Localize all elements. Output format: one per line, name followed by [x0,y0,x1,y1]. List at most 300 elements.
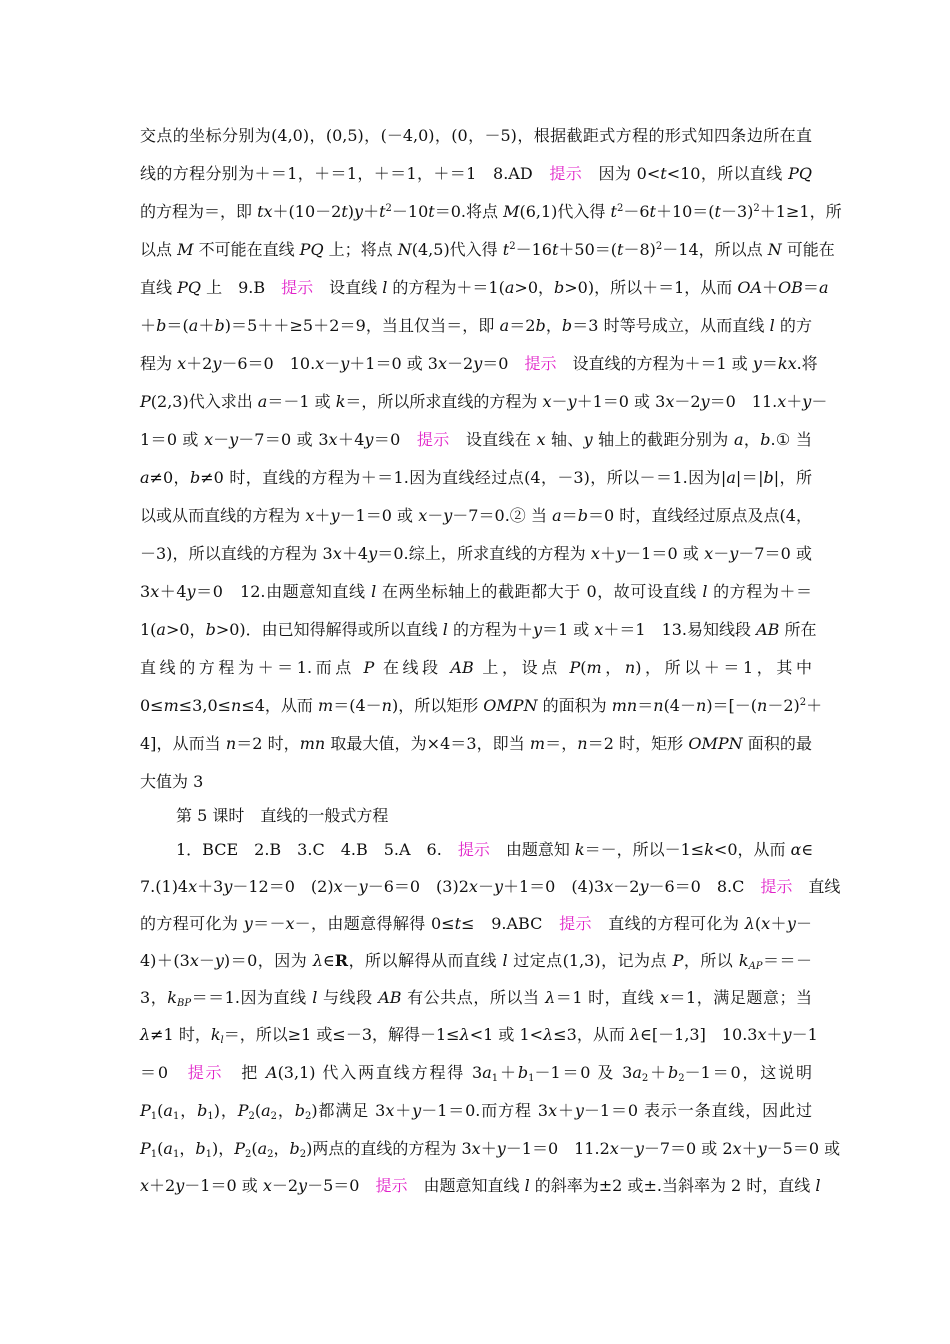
text-run: ＝， [545,734,578,753]
text-run: y [634,1139,644,1158]
text-run: －16 [515,240,552,259]
text-run: (3,1) 代入两直线方程得 3 [277,1063,483,1082]
hint-label: 提示 [524,354,557,373]
text-line [140,316,812,336]
text-run: y [175,1176,185,1195]
text-run: x [262,1176,272,1195]
text-run: y [757,1139,767,1158]
text-run: ≤ 9.ABC [461,914,560,933]
text-line [176,840,812,860]
text-run: －5＝0 [307,1176,376,1195]
text-run: OB [778,278,803,297]
text-run: x [189,951,199,970]
hint-label: 提示 [549,164,583,183]
text-run: －1 [791,1025,818,1044]
text-run: ， [743,430,761,449]
text-run: n [577,734,588,753]
text-line [140,772,812,792]
text-run: 在两坐标轴上的截距都大于 0，故可设直线 [376,582,703,601]
text-run: y [243,914,253,933]
text-run: ＝－，所以－1≤ [584,840,705,859]
text-run: x [548,1101,558,1120]
text-run: kx [777,354,797,373]
text-run: y [493,877,503,896]
text-run: x [328,430,338,449]
text-run: y [616,544,626,563]
hint-label: 提示 [457,840,490,859]
text-run: －1＝0 及 3 [534,1063,633,1082]
text-run: b [214,316,225,335]
text-run: P [237,1101,249,1120]
text-run: y [802,392,812,411]
text-run: >0， [514,278,554,297]
text-run: x [757,1025,767,1044]
text-run: － [213,430,230,449]
text-run: ＝－ [252,914,286,933]
text-run: ＋ [498,1063,518,1082]
text-run: 不可能在直线 [193,240,300,259]
text-run: y [214,951,224,970]
text-run: 程为 [140,354,178,373]
text-run: ＝1 或 [542,620,595,639]
text-run: b [197,1101,208,1120]
text-run: λ [744,914,755,933]
text-run: ) [347,202,355,221]
text-run: ＋3 [197,877,224,896]
text-run: R [334,951,349,970]
text-line [140,354,818,374]
text-run: b [760,430,771,449]
text-run: a [552,506,562,525]
text-run: x [177,354,187,373]
text-line [140,278,829,298]
text-run: A [266,1063,278,1082]
text-run: y [443,506,453,525]
text-line [140,240,835,260]
text-run: ＝0 [482,354,525,373]
subscript: 1 [491,1073,499,1084]
text-run: 设直线 [313,278,383,297]
text-run: ∈ [801,840,814,859]
text-run: t [502,240,510,259]
text-run: .将 [796,354,818,373]
text-run: 1＝0 或 [140,430,205,449]
text-run: ＝ [761,354,778,373]
text-run: P [672,951,684,970]
text-run: ＋ [394,1101,413,1120]
text-run: ＋4 [341,544,369,563]
text-run: 上 9.B [200,278,282,297]
superscript: 2 [616,203,624,214]
text-run: －5＝0 或 [766,1139,841,1158]
text-run: ＝0 11. [709,392,778,411]
text-run: n [653,696,664,715]
text-run: y [786,914,796,933]
text-run: l [371,582,377,601]
subscript: BP [176,998,192,1009]
text-run: >0)．由已知得解得或所以直线 [215,620,443,639]
text-run: (4－ [663,696,696,715]
text-run: |＝| [735,468,764,487]
text-run: OA [737,278,763,297]
text-run: ( [580,658,587,677]
subscript: 1 [150,1149,158,1160]
text-run: ， [273,1139,290,1158]
text-run: ＋1＝0 或 3 [576,392,666,411]
text-run: b [294,1101,306,1120]
text-run: ＋ [557,1101,575,1120]
text-run: 与线段 [317,988,379,1007]
text-run: －3) [720,202,754,221]
text-run: AB [450,658,474,677]
subscript: 2 [270,1111,278,1122]
text-run: ＝ [637,696,654,715]
text-run: l [442,620,448,639]
text-run: x [777,392,787,411]
text-run: P [140,392,151,411]
text-run: a [499,316,510,335]
text-run: N [397,240,412,259]
text-run: ≠0 时，直线的方程为＋＝1.因为直线经过点(4，－3)，所以－＝1.因为| [200,468,727,487]
text-run: ＝0.综上，所求直线的方程为 [377,544,591,563]
hint-label: 提示 [416,430,450,449]
text-run: ＋10＝( [655,202,715,221]
text-line [140,951,812,971]
text-run: x [659,988,669,1007]
text-run: ， [179,1101,198,1120]
text-run: ＋4 [159,582,187,601]
text-run: －6＝0 10. [221,354,316,373]
text-line [140,988,812,1008]
text-run: 以或从而直线的方程为 [140,506,306,525]
text-run: l [502,951,508,970]
text-run: ∈[－1,3] 10.3 [640,1025,758,1044]
text-run: x [471,1139,481,1158]
text-run: ＝＝－ [762,951,812,970]
text-run: ＝，所以所求直线的方程为 [345,392,543,411]
text-run: －1＝0.而方程 3 [421,1101,549,1120]
text-run: 取最大值，为×4＝3，即当 [325,734,530,753]
text-run: <1 或 1< [469,1025,544,1044]
text-run: x [188,877,198,896]
text-run: 轴上的截距分别为 [592,430,735,449]
text-run: 以点 [140,240,178,259]
text-run: y [368,544,378,563]
text-line [140,1025,818,1046]
text-run: n [225,734,237,753]
text-run: ， [545,316,562,335]
text-run: a [482,1063,492,1082]
text-run: ＝( [166,316,189,335]
text-run: b [667,1063,679,1082]
text-run: ≠0， [149,468,190,487]
text-run: x [542,392,552,411]
text-run: tx [257,202,273,221]
text-run: n [231,696,242,715]
text-run: －7＝0 或 [738,544,812,563]
text-run: － [551,392,568,411]
text-run: n [381,696,392,715]
text-line [140,506,812,526]
text-line [140,914,812,934]
text-run: )＝0，因为 [223,951,313,970]
text-run: (6,1)代入得 [519,202,611,221]
text-run: y [782,1025,792,1044]
text-run: ＋ [480,1139,497,1158]
text-run: ＝－1 或 [267,392,336,411]
text-run: ＋ [762,278,779,297]
text-run: 设直线的方程为＋＝1 或 [556,354,753,373]
text-run: b [554,278,565,297]
text-line [140,468,812,488]
text-run: －7＝0 或 2 [643,1139,733,1158]
text-run: PQ [788,164,812,183]
text-run: 4]，从而当 [140,734,226,753]
text-run: 的斜率为±2 或±.当斜率为 2 时，直线 [529,1176,816,1195]
text-run: a [257,1139,268,1158]
text-run: x [536,430,546,449]
text-run: M [503,202,520,221]
text-run: b [535,316,546,335]
text-run: 0≤ [140,696,164,715]
text-run: －1＝0 或 [339,506,419,525]
text-run: ＋1＝0 (4)3 [503,877,605,896]
text-run: －1＝0 表示一条直线，因此过 [583,1101,812,1120]
text-run: a [188,316,199,335]
text-line [140,202,842,222]
text-run: y [229,430,239,449]
text-line [140,734,812,754]
text-run: 有公共点，所以当 [401,988,546,1007]
text-run: ＝ [561,506,578,525]
text-run: l [524,1176,530,1195]
text-run: ＝0 [373,430,417,449]
text-run: 设直线在 [449,430,537,449]
text-run: －2) [767,696,800,715]
text-run: 轴、 [545,430,584,449]
subscript: l [220,1035,224,1046]
text-run: －1＝0，这说明 [684,1063,812,1082]
text-run: λ [459,1025,470,1044]
text-run: ＝ [802,278,819,297]
text-run: ＋ [648,1063,668,1082]
text-run: a [156,620,166,639]
text-run: ＋ [741,1139,758,1158]
text-run: y [473,354,483,373]
text-run: －10 [391,202,429,221]
text-run: x [704,544,714,563]
text-run: t [660,164,667,183]
text-run: 1．BCE 2.B 3.C 4.B 5.A 6. [176,840,458,859]
text-run: ( [251,1139,258,1158]
text-run: x [140,1176,150,1195]
text-run: y [729,544,739,563]
text-run: λ [312,951,323,970]
text-run: ≠1 时， [150,1025,211,1044]
text-run: t [341,202,348,221]
text-run: ＝3 时等号成立，从而直线 [572,316,770,335]
text-run: ＋1≥1，所 [759,202,842,221]
text-run: 3， [140,988,168,1007]
text-run: 线的方程分别为＋＝1，＋＝1，＋＝1，＋＝1 8.AD [140,164,550,183]
text-run: 直线的方程为＋＝1.而点 [140,658,364,677]
text-run: b [289,1139,300,1158]
text-run: y [700,392,710,411]
subscript: 2 [267,1149,274,1160]
text-run: y [298,1176,308,1195]
text-line [140,582,812,602]
text-run: 交点的坐标分别为(4,0)，(0,5)，(－4,0)，(0，－5)，根据截距式方程的形式知四条边所在直 [140,126,812,145]
text-line [140,1063,812,1083]
superscript: 2 [753,203,760,214]
text-run: － [427,506,444,525]
text-run: )两点的直线的方程为 3 [306,1139,472,1158]
text-run: － [713,544,730,563]
text-run: ＋2 [149,1176,176,1195]
text-run: ＝0 [140,1063,188,1082]
text-run: ＋ [766,1025,783,1044]
subscript: 2 [678,1073,685,1084]
text-run: ＋(10－2 [272,202,342,221]
text-run: ( [157,1139,164,1158]
text-run: 过定点(1,3)，记为点 [507,951,673,970]
text-run: y [574,1101,584,1120]
text-run: x [385,1101,395,1120]
text-run: 的方程为＝，即 [140,202,258,221]
text-run: m [529,734,546,753]
text-run: ＋ [140,316,157,335]
text-run: 的方 [774,316,812,335]
text-run: t [551,240,559,259]
text-run: x [732,1139,742,1158]
text-run: k [704,840,714,859]
text-run: x [761,914,771,933]
text-run: ＝0 12.由题意知直线 [195,582,372,601]
superscript: 2 [385,203,392,214]
text-run: x [604,877,614,896]
text-run: ＝1 时，直线 [555,988,660,1007]
text-run: ＝0 时，直线经过原点及点(4， [587,506,812,525]
text-run: y [212,354,222,373]
text-run: ，所以解得从而直线 [348,951,503,970]
text-run: P [234,1139,245,1158]
text-run: 的方程为＋＝ [707,582,812,601]
text-run: λ [629,1025,641,1044]
text-run: OMPN [483,696,538,715]
text-run: PQ [299,240,324,259]
text-run: b [517,1063,529,1082]
text-run: l [815,1176,821,1195]
subscript: 2 [248,1111,255,1122]
text-run: ＋50＝( [558,240,618,259]
text-run: t [454,914,462,933]
text-run: )都满足 3 [311,1101,386,1120]
text-run: )，所以矩形 [391,696,484,715]
text-run: 4)＋(3 [140,951,190,970]
text-run: y [639,877,649,896]
text-run: a [163,1139,173,1158]
text-run: t [379,202,386,221]
text-run: －7＝0 或 3 [238,430,329,449]
text-run: .① 当 [770,430,812,449]
text-run: t [428,202,435,221]
text-run: a [734,430,744,449]
text-run: y [186,582,196,601]
subscript: 1 [172,1111,180,1122]
text-run: m [318,696,334,715]
text-run: x [332,544,342,563]
text-run: ＋ [198,316,215,335]
text-line [140,1176,821,1196]
superscript: 2 [655,241,663,252]
text-run: x [437,354,448,373]
text-line [140,696,823,716]
text-run: AB [378,988,402,1007]
hint-label: 提示 [187,1063,224,1082]
text-run: t [617,240,624,259]
hint-label: 提示 [281,278,314,297]
text-run: m [163,696,179,715]
text-run: N [767,240,782,259]
text-run: k [167,988,177,1007]
text-run: －，由题意得解得 0≤ [294,914,455,933]
text-run: ＋ [363,202,380,221]
text-run: y [412,1101,422,1120]
text-line [140,126,812,146]
text-run: b [156,316,167,335]
text-run: 大值为 3 [140,772,204,791]
text-run: )， [213,1101,238,1120]
text-run: y [532,620,542,639]
text-run: －14，所以点 [662,240,768,259]
text-run: ＝2 时， [236,734,300,753]
text-run: n [696,696,707,715]
text-run: y [752,354,762,373]
text-run: －6 [623,202,650,221]
text-run: 上；将点 [323,240,398,259]
text-run: ， [277,1101,295,1120]
text-run: b [189,468,201,487]
text-run: P [140,1139,151,1158]
text-run: n [757,696,768,715]
text-run: 的方程为＋＝1( [387,278,505,297]
text-run: －2 [447,354,474,373]
text-run: b [561,316,573,335]
text-run: x [204,430,214,449]
text-line [140,430,812,450]
text-run: y [364,430,374,449]
subscript: 1 [528,1073,535,1084]
text-run: (4,5)代入得 [411,240,503,259]
text-run: t [714,202,721,221]
text-run: 7.(1)4 [140,877,189,896]
text-run: ＋ [806,696,823,715]
text-run: AB [756,620,780,639]
text-run: P [363,658,375,677]
subscript: 2 [299,1149,307,1160]
text-run: － [342,877,359,896]
text-run: l [312,988,318,1007]
text-run: ＋1＝0 或 3 [349,354,438,373]
text-run: 直线 [140,278,178,297]
text-line [140,1139,841,1160]
text-run: l [702,582,708,601]
superscript: 2 [509,241,516,252]
text-run: )＝[－( [706,696,758,715]
text-run: a [632,1063,642,1082]
text-run: (2,3)代入求出 [150,392,258,411]
text-run: －1＝0 或 [184,1176,263,1195]
